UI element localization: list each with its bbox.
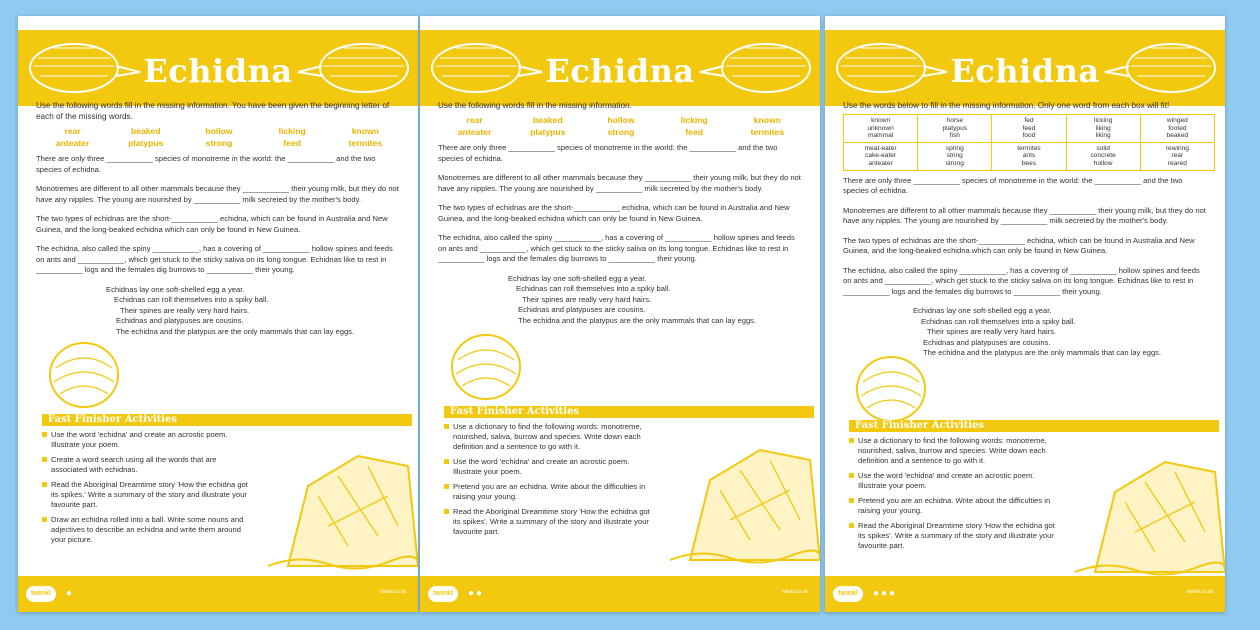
paragraph: Monotremes are different to all other mammals because they ___________ their young milk, but they do not have any nipples. The young are nourished by ___________ milk secreted by the mother's body. xyxy=(36,184,399,204)
word-box-cell: known unknown mammal xyxy=(844,115,918,143)
title-banner xyxy=(825,30,1225,106)
page-title: Echidna xyxy=(545,52,695,90)
paragraph: The two types of echidnas are the short-___________ echidna, which can be found in Australia and New Guinea, and the long-beaked echidna which can only be found in New Guinea. xyxy=(843,235,1195,256)
fact-line: Echidnas lay one soft-shelled egg a year. xyxy=(913,306,1052,316)
word-box-cell: horse platypus fish xyxy=(918,115,992,143)
fact-line: Their spines are really very hard hairs. xyxy=(120,305,250,315)
word-box-cell: solid concrete hollow xyxy=(1066,142,1140,170)
fact-list xyxy=(106,285,402,338)
fact-line: Echidnas and platypuses are cousins. xyxy=(923,337,1051,347)
footer-url: twinkl.co.uk xyxy=(380,589,406,595)
activity-item: Read the Aboriginal Dreamtime story 'How the echidna got its spikes'. Write a summary of the story and illustrate your favourite part. xyxy=(849,521,1059,551)
word-bank-item: termites xyxy=(348,138,383,148)
word-box-cell: meat-eater cake-eater anteater xyxy=(844,142,918,170)
worksheet-2 xyxy=(420,16,820,612)
word-bank-item: beaked xyxy=(130,126,161,136)
word-bank-item: strong xyxy=(607,127,635,137)
paragraph: Monotremes are different to all other mammals because they ___________ their young milk, but they do not have any nipples. The young are nourished by ___________ milk secreted by the mother's body. xyxy=(438,173,801,193)
page-dots: ●●● xyxy=(873,588,898,599)
fact-line: Their spines are really very hard hairs. xyxy=(522,294,652,304)
word-bank-item: termites xyxy=(750,127,785,137)
paragraph: There are only three ___________ species of monotreme in the world: the ___________ and the two species of echidna. xyxy=(438,143,778,163)
word-bank-item: beaked xyxy=(532,115,563,125)
paragraph: Monotremes are different to all other mammals because they ___________ their young milk, but they do not have any nipples. The young are nourished by ___________ milk secreted by the mother's body. xyxy=(843,205,1206,226)
word-box-cell: licking liking liking xyxy=(1066,115,1140,143)
activity-item: Use a dictionary to find the following words: monotreme, nourished, saliva, burrow and species. Write down each definition and a sentence to go with it. xyxy=(849,436,1059,466)
word-bank-item: known xyxy=(753,115,781,125)
word-bank-item: hollow xyxy=(607,115,635,125)
page-dots: ● xyxy=(66,588,75,599)
fact-line: The echidna and the platypus are the only mammals that can lay eggs. xyxy=(116,326,355,336)
fast-finisher-header: Fast Finisher Activities xyxy=(444,406,814,418)
word-bank-item: rear xyxy=(64,126,81,136)
fact-line: Echidnas can roll themselves into a spiky ball. xyxy=(516,284,671,293)
rock-scene-icon xyxy=(1075,432,1225,582)
page-dots: ●● xyxy=(468,588,485,599)
page-title: Echidna xyxy=(950,52,1100,90)
activity-item: Pretend you are an echidna. Write about the difficulties in raising your young. xyxy=(444,482,654,502)
fact-line: Echidnas can roll themselves into a spiky ball. xyxy=(921,316,1076,326)
word-bank-item: known xyxy=(351,126,379,136)
twinkl-logo: twinkl xyxy=(26,586,56,602)
word-bank-item: anteater xyxy=(55,138,90,148)
fact-line: Echidnas and platypuses are cousins. xyxy=(116,316,244,325)
fast-finisher-header: Fast Finisher Activities xyxy=(849,420,1219,432)
instructions: Use the following words fill in the missing information. xyxy=(438,101,632,110)
worksheet-content xyxy=(420,100,820,326)
title-banner xyxy=(18,30,418,106)
activity-item: Use the word 'echidna' and create an acrostic poem. Illustrate your poem. xyxy=(444,457,654,477)
footer xyxy=(420,576,820,612)
word-bank-item: hollow xyxy=(205,126,233,136)
fast-finisher-header: Fast Finisher Activities xyxy=(42,414,412,426)
twinkl-logo: twinkl xyxy=(428,586,458,602)
worksheet-content xyxy=(825,100,1225,359)
fact-line: Echidnas and platypuses are cousins. xyxy=(518,305,646,314)
activity-list xyxy=(42,430,252,550)
footer xyxy=(18,576,418,612)
word-box-cell: rewiring rear reared xyxy=(1140,142,1214,170)
footer-url: twinkl.co.uk xyxy=(782,589,808,595)
footer-url: twinkl.co.uk xyxy=(1187,589,1213,595)
word-bank-item: anteater xyxy=(457,127,492,137)
worksheet-content xyxy=(18,100,418,337)
activity-list xyxy=(444,422,654,542)
echidna-illustration-icon xyxy=(296,36,414,98)
activity-item: Create a word search using all the words that are associated with echidnas. xyxy=(42,455,252,475)
worksheet-1 xyxy=(18,16,418,612)
fact-line: Echidnas lay one soft-shelled egg a year. xyxy=(106,284,245,294)
fact-line: Echidnas lay one soft-shelled egg a year. xyxy=(508,273,647,283)
word-box-table xyxy=(843,114,1215,171)
activity-item: Read the Aboriginal Dreamtime story 'How the echidna got its spikes.' Write a summary of the story and illustrate your favourite part. xyxy=(42,480,252,510)
echidna-illustration-icon xyxy=(698,36,816,98)
paragraph: The two types of echidnas are the short-___________ echidna, which can be found in Australia and New Guinea, and the long-beaked echidna which can only be found in New Guinea. xyxy=(438,203,790,223)
twinkl-logo: twinkl xyxy=(833,586,863,602)
paragraph: The two types of echidnas are the short-___________ echidna, which can be found in Australia and New Guinea, and the long-beaked echidna which can only be found in New Guinea. xyxy=(36,214,388,234)
word-bank-item: platypus xyxy=(530,127,566,137)
activity-item: Draw an echidna rolled into a ball. Write some nouns and adjectives to describe an echidna and write them around your picture. xyxy=(42,515,252,545)
curled-echidna-icon xyxy=(851,352,931,426)
curled-echidna-icon xyxy=(446,330,526,404)
activity-item: Read the Aboriginal Dreamtime story 'How the echidna got its spikes'. Write a summary of the story and illustrate your favourite part. xyxy=(444,507,654,537)
paragraph: There are only three ___________ species of monotreme in the world: the ___________ and the two species of echidna. xyxy=(843,175,1183,196)
fact-line: The echidna and the platypus are the only mammals that can lay eggs. xyxy=(518,315,757,325)
fact-list xyxy=(508,274,804,327)
rock-scene-icon xyxy=(670,420,820,570)
curled-echidna-icon xyxy=(44,338,124,412)
word-bank-item: licking xyxy=(278,126,306,136)
paragraph: There are only three ___________ species of monotreme in the world: the ___________ and the two species of echidna. xyxy=(36,154,376,174)
worksheet-3 xyxy=(825,16,1225,612)
paragraph: The echidna, also called the spiny ___________, has a covering of ___________ hollow spines and feeds on ants and ___________, which get stuck to the sticky saliva on its long tongue. Echidnas like to rest in ___________ logs and the females dig burrows to ___________ their young. xyxy=(438,233,795,263)
echidna-illustration-icon xyxy=(1103,36,1221,98)
activity-item: Pretend you are an echidna. Write about the difficulties in raising your young. xyxy=(849,496,1059,516)
paragraph: The echidna, also called the spiny ___________, has a covering of ___________ hollow spines and feeds on ants and ___________, which get stuck to the sticky saliva on its long tongue. Echidnas like to rest in ___________ logs and the females dig burrows to ___________ their young. xyxy=(36,244,393,274)
word-bank xyxy=(438,115,804,137)
word-box-cell: fed feed food xyxy=(992,115,1066,143)
word-bank-item: feed xyxy=(283,138,302,148)
rock-scene-icon xyxy=(268,426,418,576)
title-banner xyxy=(420,30,820,106)
page-title: Echidna xyxy=(143,52,293,90)
fact-line: The echidna and the platypus are the only mammals that can lay eggs. xyxy=(923,348,1162,358)
word-bank xyxy=(36,126,402,148)
activity-item: Use the word 'echidna' and create an acrostic poem. Illustrate your poem. xyxy=(42,430,252,450)
activity-item: Use a dictionary to find the following words: monotreme, nourished, saliva, burrow and species. Write down each definition and a sentence to go with it. xyxy=(444,422,654,452)
fact-list xyxy=(913,306,1209,359)
word-bank-item: feed xyxy=(685,127,704,137)
word-bank-item: rear xyxy=(466,115,483,125)
word-box-cell: winged footed beaked xyxy=(1140,115,1214,143)
footer xyxy=(825,576,1225,612)
paragraph: The echidna, also called the spiny ___________, has a covering of ___________ hollow spines and feeds on ants and ___________, which get stuck to the sticky saliva on its long tongue. Echidnas like to rest in ___________ logs and the females dig burrows to ___________ their young. xyxy=(843,265,1200,296)
instructions: Use the following words fill in the missing information. You have been given the beginning letter of each of the missing words. xyxy=(36,101,390,121)
word-box-cell: termites ants bees xyxy=(992,142,1066,170)
fact-line: Echidnas can roll themselves into a spiky ball. xyxy=(114,295,269,304)
activity-list xyxy=(849,436,1059,556)
instructions: Use the words below to fill in the missing information. Only one word from each box will fit! xyxy=(843,101,1170,110)
fact-line: Their spines are really very hard hairs. xyxy=(927,327,1057,337)
word-bank-item: strong xyxy=(205,138,233,148)
activity-item: Use the word 'echidna' and create an acrostic poem. Illustrate your poem. xyxy=(849,471,1059,491)
word-bank-item: licking xyxy=(680,115,708,125)
word-box-cell: spring string strong xyxy=(918,142,992,170)
word-bank-item: platypus xyxy=(128,138,164,148)
